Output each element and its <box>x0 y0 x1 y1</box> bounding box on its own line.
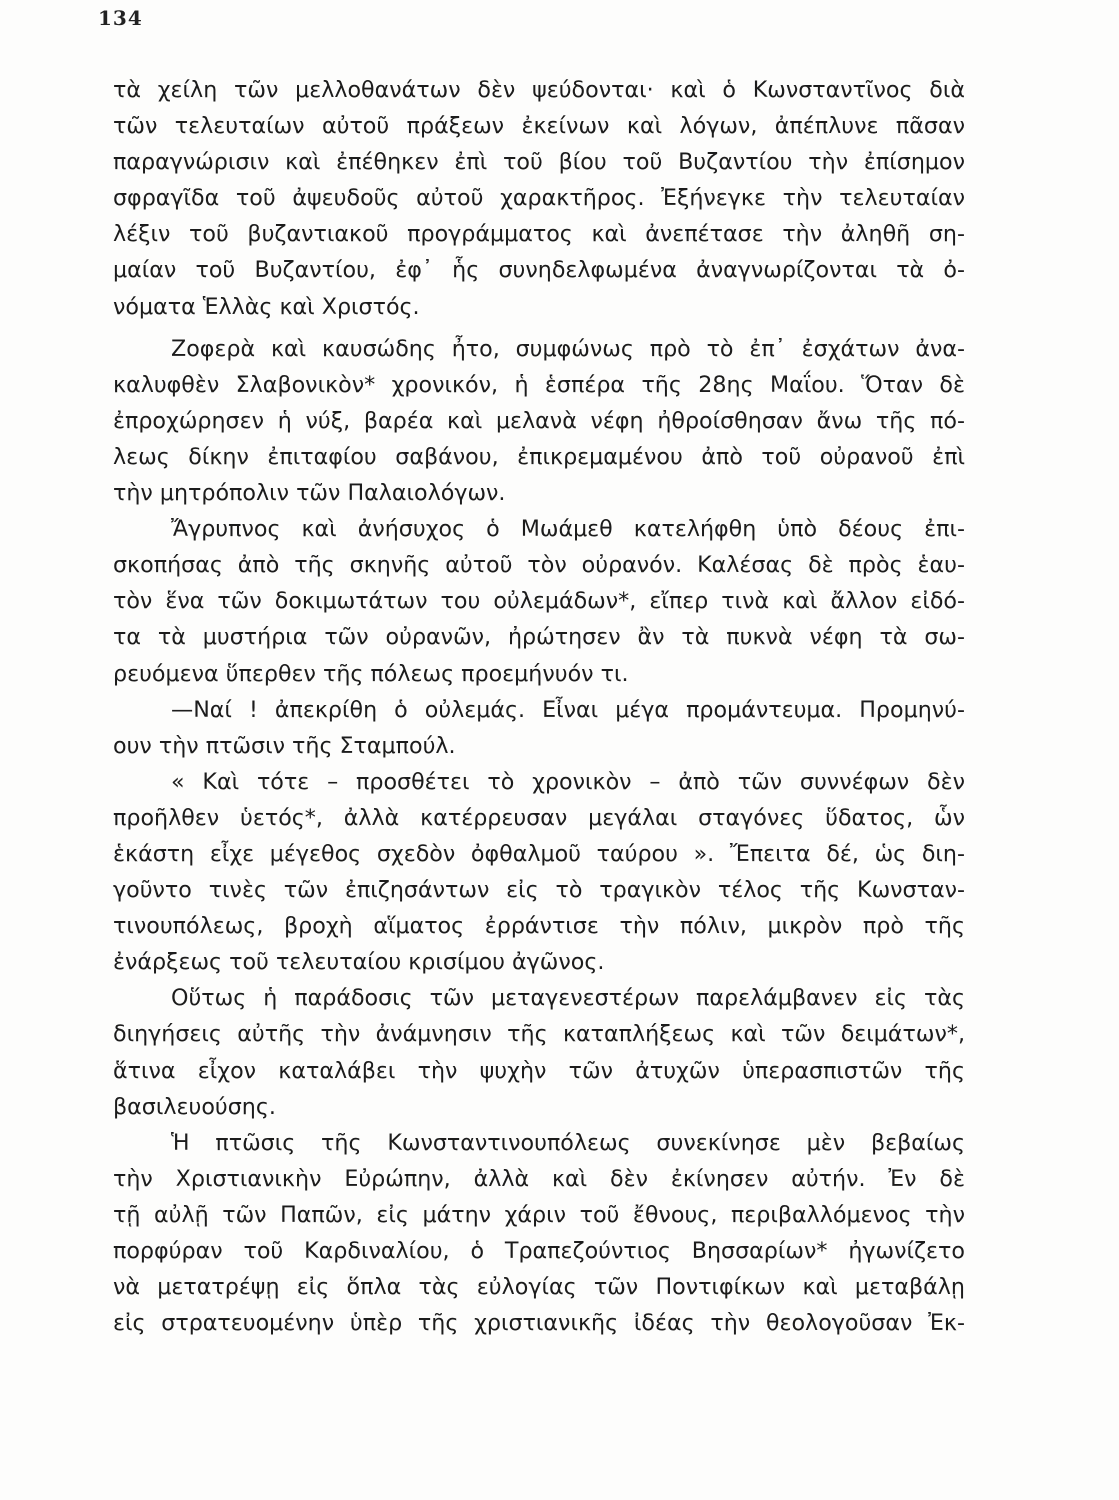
text-line: ουν τὴν πτῶσιν τῆς Σταμπούλ. <box>113 732 456 759</box>
body-text <box>113 72 965 1341</box>
text-line: ἐνάρξεως τοῦ τελευταίου κρισίμου ἀγῶνος. <box>113 949 605 976</box>
text-line: « Καὶ τότε – προσθέτει τὸ χρονικὸν – ἀπὸ τῶν συννέφων δὲν <box>171 768 965 795</box>
text-line: νόματα Ἑλλὰς καὶ Χριστός. <box>113 293 420 320</box>
text-line: νὰ μετατρέψῃ εἰς ὅπλα τὰς εὐλογίας τῶν Ποντιφίκων καὶ μεταβάλῃ <box>113 1274 965 1301</box>
text-line: ρευόμενα ὕπερθεν τῆς πόλεως προεμήνυόν τι. <box>113 660 629 687</box>
text-line: βασιλευούσης. <box>113 1093 276 1120</box>
text-line: Ἄγρυπνος καὶ ἀνήσυχος ὁ Μωάμεθ κατελήφθη ὑπὸ δέους ἐπι- <box>171 516 965 543</box>
text-line: εἰς στρατευομένην ὑπὲρ τῆς χριστιανικῆς ἰδέας τὴν θεολογοῦσαν Ἐκ- <box>113 1310 965 1337</box>
text-line: σκοπήσας ἀπὸ τῆς σκηνῆς αὐτοῦ τὸν οὐρανόν. Καλέσας δὲ πρὸς ἑαυ- <box>113 552 965 579</box>
text-line: τῇ αὐλῇ τῶν Παπῶν, εἰς μάτην χάριν τοῦ ἔθνους, περιβαλλόμενος τὴν <box>113 1201 965 1228</box>
text-line: Οὕτως ἡ παράδοσις τῶν μεταγενεστέρων παρελάμβανεν εἰς τὰς <box>171 985 965 1012</box>
text-line: λεως δίκην ἐπιταφίου σαβάνου, ἐπικρεμαμένου ἀπὸ τοῦ οὐρανοῦ ἐπὶ <box>113 443 965 470</box>
text-line: γοῦντο τινὲς τῶν ἐπιζησάντων εἰς τὸ τραγικὸν τέλος τῆς Κωνσταν- <box>113 877 965 904</box>
text-line: διηγήσεις αὐτῆς τὴν ἀνάμνησιν τῆς καταπλήξεως καὶ τῶν δειμάτων*, <box>113 1021 965 1048</box>
text-line: Ἡ πτῶσις τῆς Κωνσταντινουπόλεως συνεκίνησε μὲν βεβαίως <box>171 1129 965 1156</box>
text-line: τῶν τελευταίων αὐτοῦ πράξεων ἐκείνων καὶ λόγων, ἀπέπλυνε πᾶσαν <box>113 113 965 140</box>
text-line: καλυφθὲν Σλαβονικὸν* χρονικόν, ἡ ἑσπέρα τῆς 28ης Μαΐου. Ὅταν δὲ <box>113 371 965 398</box>
text-line: τὴν Χριστιανικὴν Εὐρώπην, ἀλλὰ καὶ δὲν ἐκίνησεν αὐτήν. Ἐν δὲ <box>113 1165 965 1192</box>
text-line: πορφύραν τοῦ Καρδιναλίου, ὁ Τραπεζούντιος Βησσαρίων* ἠγωνίζετο <box>113 1238 965 1264</box>
page-number: 134 <box>98 6 143 30</box>
text-line: ἑκάστη εἶχε μέγεθος σχεδὸν ὀφθαλμοῦ ταύρου ». Ἔπειτα δέ, ὡς διη- <box>113 840 965 867</box>
text-line: Ζοφερὰ καὶ καυσώδης ἦτο, συμφώνως πρὸ τὸ ἐπ᾽ ἐσχάτων ἀνα- <box>171 335 965 362</box>
text-line: μαίαν τοῦ Βυζαντίου, ἐφ᾽ ἧς συνηδελφωμένα ἀναγνωρίζονται τὰ ὀ- <box>113 257 965 284</box>
text-line: τὰ χείλη τῶν μελλοθανάτων δὲν ψεύδονται· καὶ ὁ Κωνσταντῖνος διὰ <box>113 77 965 103</box>
text-line: παραγνώρισιν καὶ ἐπέθηκεν ἐπὶ τοῦ βίου τοῦ Βυζαντίου τὴν ἐπίσημον <box>113 149 965 176</box>
text-line: —Ναί ! ἀπεκρίθη ὁ οὐλεμάς. Εἶναι μέγα προμάντευμα. Προμηνύ- <box>171 696 965 723</box>
text-line: λέξιν τοῦ βυζαντιακοῦ προγράμματος καὶ ἀνεπέτασε τὴν ἀληθῆ ση- <box>113 221 965 248</box>
text-line: τα τὰ μυστήρια τῶν οὐρανῶν, ἠρώτησεν ἂν τὰ πυκνὰ νέφη τὰ σω- <box>113 624 965 651</box>
text-line: ἅτινα εἶχον καταλάβει τὴν ψυχὴν τῶν ἀτυχῶν ὑπερασπιστῶν τῆς <box>113 1057 965 1084</box>
text-line: σφραγῖδα τοῦ ἀψευδοῦς αὐτοῦ χαρακτῆρος. Ἐξήνεγκε τὴν τελευταίαν <box>113 185 965 212</box>
text-line: τὸν ἕνα τῶν δοκιμωτάτων του οὐλεμάδων*, εἴπερ τινὰ καὶ ἄλλον εἰδό- <box>113 588 965 615</box>
text-line: τὴν μητρόπολιν τῶν Παλαιολόγων. <box>113 480 506 507</box>
text-line: τινουπόλεως, βροχὴ αἵματος ἐρράντισε τὴν πόλιν, μικρὸν πρὸ τῆς <box>113 913 965 940</box>
text-line: προῆλθεν ὑετός*, ἀλλὰ κατέρρευσαν μεγάλαι σταγόνες ὕδατος, ὧν <box>113 804 965 831</box>
text-line: ἐπροχώρησεν ἡ νύξ, βαρέα καὶ μελανὰ νέφη ἠθροίσθησαν ἄνω τῆς πό- <box>113 407 965 434</box>
